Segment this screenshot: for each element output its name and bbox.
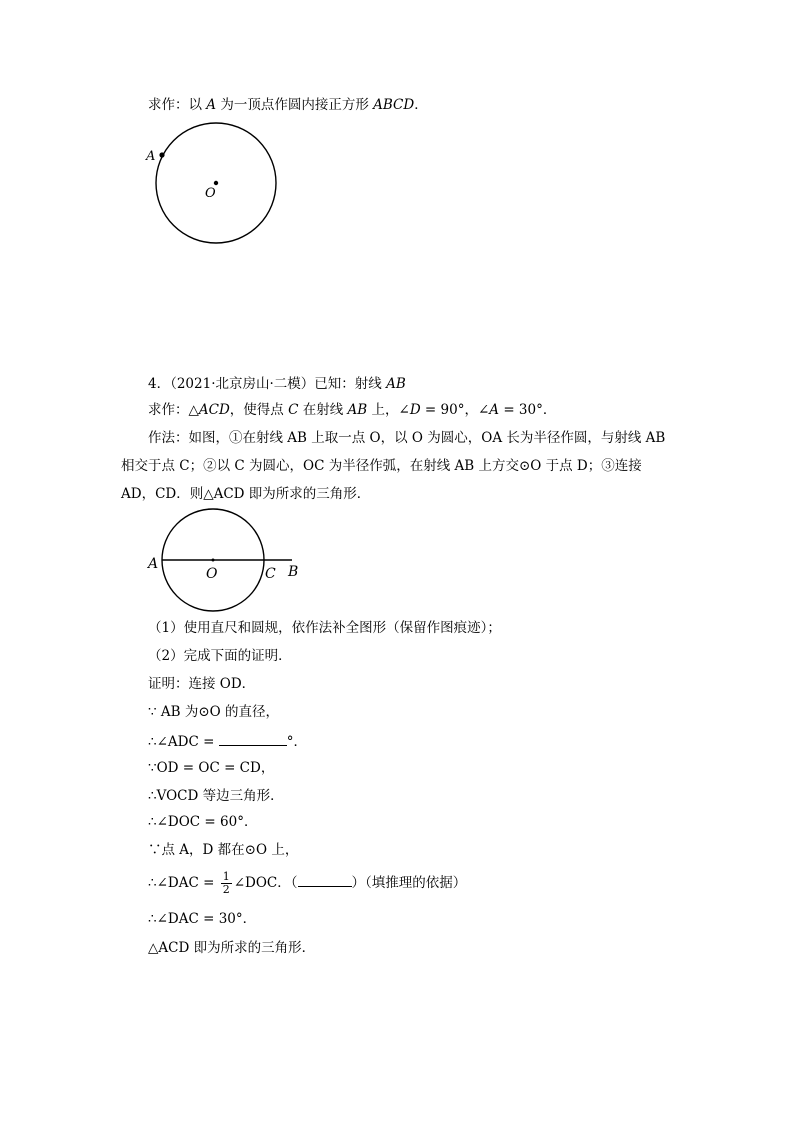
task-text: 求作： [148,402,189,418]
task-text: = 30°． [499,402,557,418]
point-label: C [288,402,299,418]
task-text: 上，∠ [367,402,410,418]
proof-line-4: ∵OD = OC = CD， [148,760,275,776]
figure-circle-square [140,118,290,250]
label-a: A [146,149,156,164]
proof-line-3 [148,731,307,751]
proof-line-7: ∵点 A，D 都在⊙O 上， [148,842,299,858]
proof-line-2: ∵ AB 为⊙O 的直径， [148,704,280,720]
task-text: 求作：以 [148,97,207,113]
point-label: D [409,402,421,418]
point-o-dot [212,559,215,562]
problem-4-header [148,375,406,393]
fraction-half [221,871,232,896]
proof-line-9: ∴∠DAC = 30°． [148,911,257,927]
ray-label: AB [347,402,368,418]
label-c: C [265,566,276,582]
triangle-symbol: △ [188,402,199,418]
label-b: B [288,564,299,580]
task-text: = 90°，∠ [420,402,490,418]
task-text: 在射线 [298,402,348,418]
fraction-numerator: 1 [222,870,230,883]
task-text: ． [414,97,428,113]
proof-text: ∴∠ADC = [148,734,219,750]
ray-label: AB [386,376,406,392]
square-label: ABCD [373,97,415,113]
point-label: A [489,402,500,418]
proof-text: ）（填推理的依据） [351,875,467,891]
point-o-dot [214,181,218,185]
problem-number: 4． [148,376,171,392]
figure-ray-circle [140,505,310,615]
method-line-2: 相交于点 C；②以 C 为圆心，OC 为半径作弧，在射线 AB 上方交⊙O 于点 D；③连接 [121,458,642,474]
task-statement-square [148,96,428,114]
question-1: （1）使用直尺和圆规，依作法补全图形（保留作图痕迹）； [148,620,501,636]
problem-4-task [148,401,556,419]
proof-text: ∠DOC．（ [233,875,298,891]
method-line-3: AD，CD．则△ACD 即为所求的三角形． [121,486,371,502]
answer-blank-reason[interactable] [298,872,352,887]
proof-line-6: ∴∠DOC = 60°． [148,814,258,830]
label-a: A [148,556,159,572]
proof-line-10: △ACD 即为所求的三角形． [148,940,316,956]
point-a-dot [159,152,164,157]
proof-text: °． [286,734,307,750]
answer-blank-angle[interactable] [219,731,287,746]
method-line-1: 作法：如图，①在射线 AB 上取一点 O，以 O 为圆心，OA 长为半径作圆，与射线 AB [148,430,666,446]
point-label: A [206,97,217,113]
problem-source: （2021·北京房山·二模） [170,376,315,392]
proof-line-1: 证明：连接 OD． [148,676,256,692]
task-text: ，使得点 [229,402,289,418]
proof-line-8 [148,868,466,898]
question-2: （2）完成下面的证明． [148,648,292,664]
label-o: O [205,186,216,201]
proof-line-5: ∴VOCD 等边三角形． [148,788,284,804]
triangle-label: ACD [198,402,230,418]
label-o: O [206,566,218,582]
fraction-denominator: 2 [222,883,230,896]
task-text: 为一顶点作圆内接正方形 [216,97,374,113]
given-text: 已知：射线 [314,376,387,392]
proof-text: ∴∠DAC = [148,875,219,891]
